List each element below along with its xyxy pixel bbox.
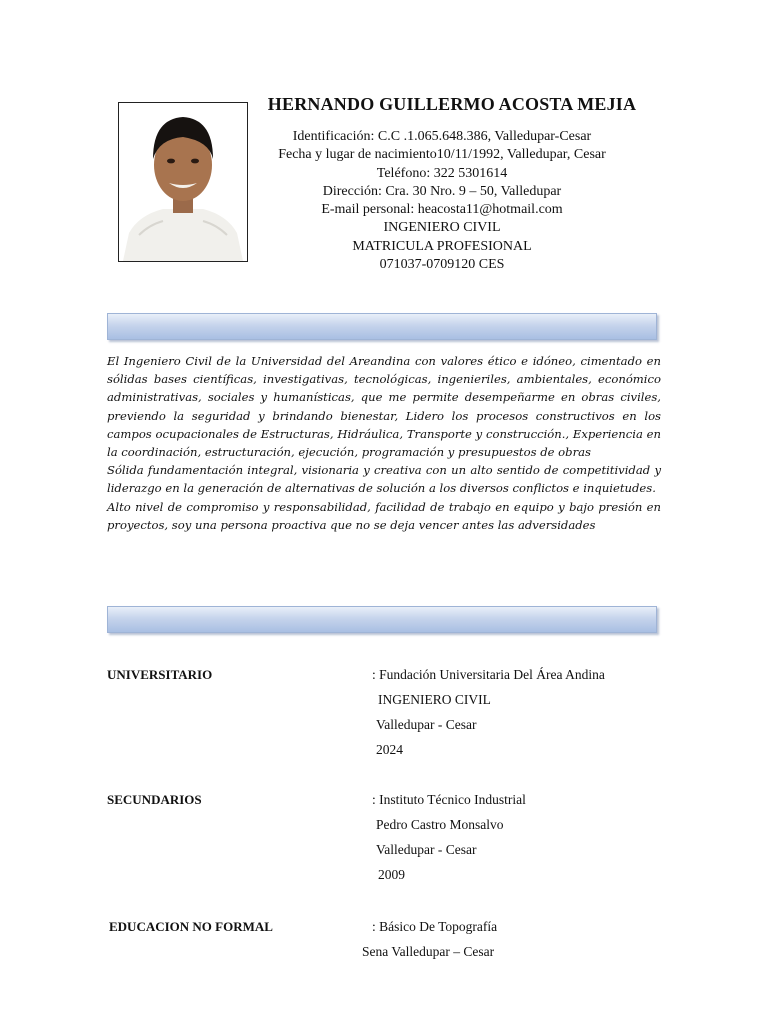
id-line: Identificación: C.C .1.065.648.386, Valledupar-Cesar <box>292 129 592 144</box>
university-year: 2024 <box>376 742 403 757</box>
secondary-city: Valledupar - Cesar <box>376 842 477 857</box>
secondary-school-name: Pedro Castro Monsalvo <box>376 817 504 832</box>
informal-course: : Básico De Topografía <box>372 919 498 934</box>
profile-photo <box>118 102 248 262</box>
license-label-line: MATRICULA PROFESIONAL <box>352 238 532 254</box>
informal-institution: Sena Valledupar – Cesar <box>362 944 495 959</box>
section-divider-profile <box>107 313 657 340</box>
birth-line: Fecha y lugar de nacimiento10/11/1992, Valledupar, Cesar <box>278 147 606 163</box>
informal-education-label: EDUCACION NO FORMAL <box>109 919 273 934</box>
section-divider-education <box>107 606 657 633</box>
profile-paragraph: El Ingeniero Civil de la Universidad del Areandina con valores ético e idóneo, cimentado en sólidas bases científicas, investigativas, tecnológicas, ingenieriles, ambientales, económico administrativas, sociales y humanísticas, que me permite desempeñarme en obras civiles, previendo la seguridad y brindando bienestar, Lidero los procesos constructivos en los campos ocupacionales de Estructuras, Hidráulica, Transporte y construcción., Experiencia en la coordinación, estructuración, ejecución, programación y presupuestos de obras <box>107 354 661 460</box>
contact-block <box>252 128 632 274</box>
secondary-year: 2009 <box>378 867 405 882</box>
secondary-institution: : Instituto Técnico Industrial <box>372 792 526 807</box>
university-institution: : Fundación Universitaria Del Área Andina <box>372 667 605 682</box>
phone-line: Teléfono: 322 5301614 <box>376 165 508 181</box>
university-label: UNIVERSITARIO <box>107 667 213 682</box>
profile-text <box>107 352 661 534</box>
email-line: E-mail personal: heacosta11@hotmail.com <box>321 202 563 218</box>
university-city: Valledupar - Cesar <box>376 717 477 732</box>
candidate-name: HERNANDO GUILLERMO ACOSTA MEJIA <box>267 94 637 114</box>
university-degree: INGENIERO CIVIL <box>378 692 491 707</box>
secondary-label: SECUNDARIOS <box>107 792 202 807</box>
address-line: Dirección: Cra. 30 Nro. 9 – 50, Valledupar <box>322 183 562 199</box>
profile-paragraph: Alto nivel de compromiso y responsabilidad, facilidad de trabajo en equipo y bajo presión en proyectos, soy una persona proactiva que no se deja vencer antes las adversidades <box>107 499 661 532</box>
person-portrait-icon <box>119 103 247 261</box>
profession-line: INGENIERO CIVIL <box>383 220 501 236</box>
profile-paragraph: Sólida fundamentación integral, visionaria y creativa con un alto sentido de competitividad y liderazgo en la generación de alternativas de solución a los diversos conflictos e inquietudes. <box>107 463 661 496</box>
license-number-line: 071037-0709120 CES <box>379 257 505 273</box>
